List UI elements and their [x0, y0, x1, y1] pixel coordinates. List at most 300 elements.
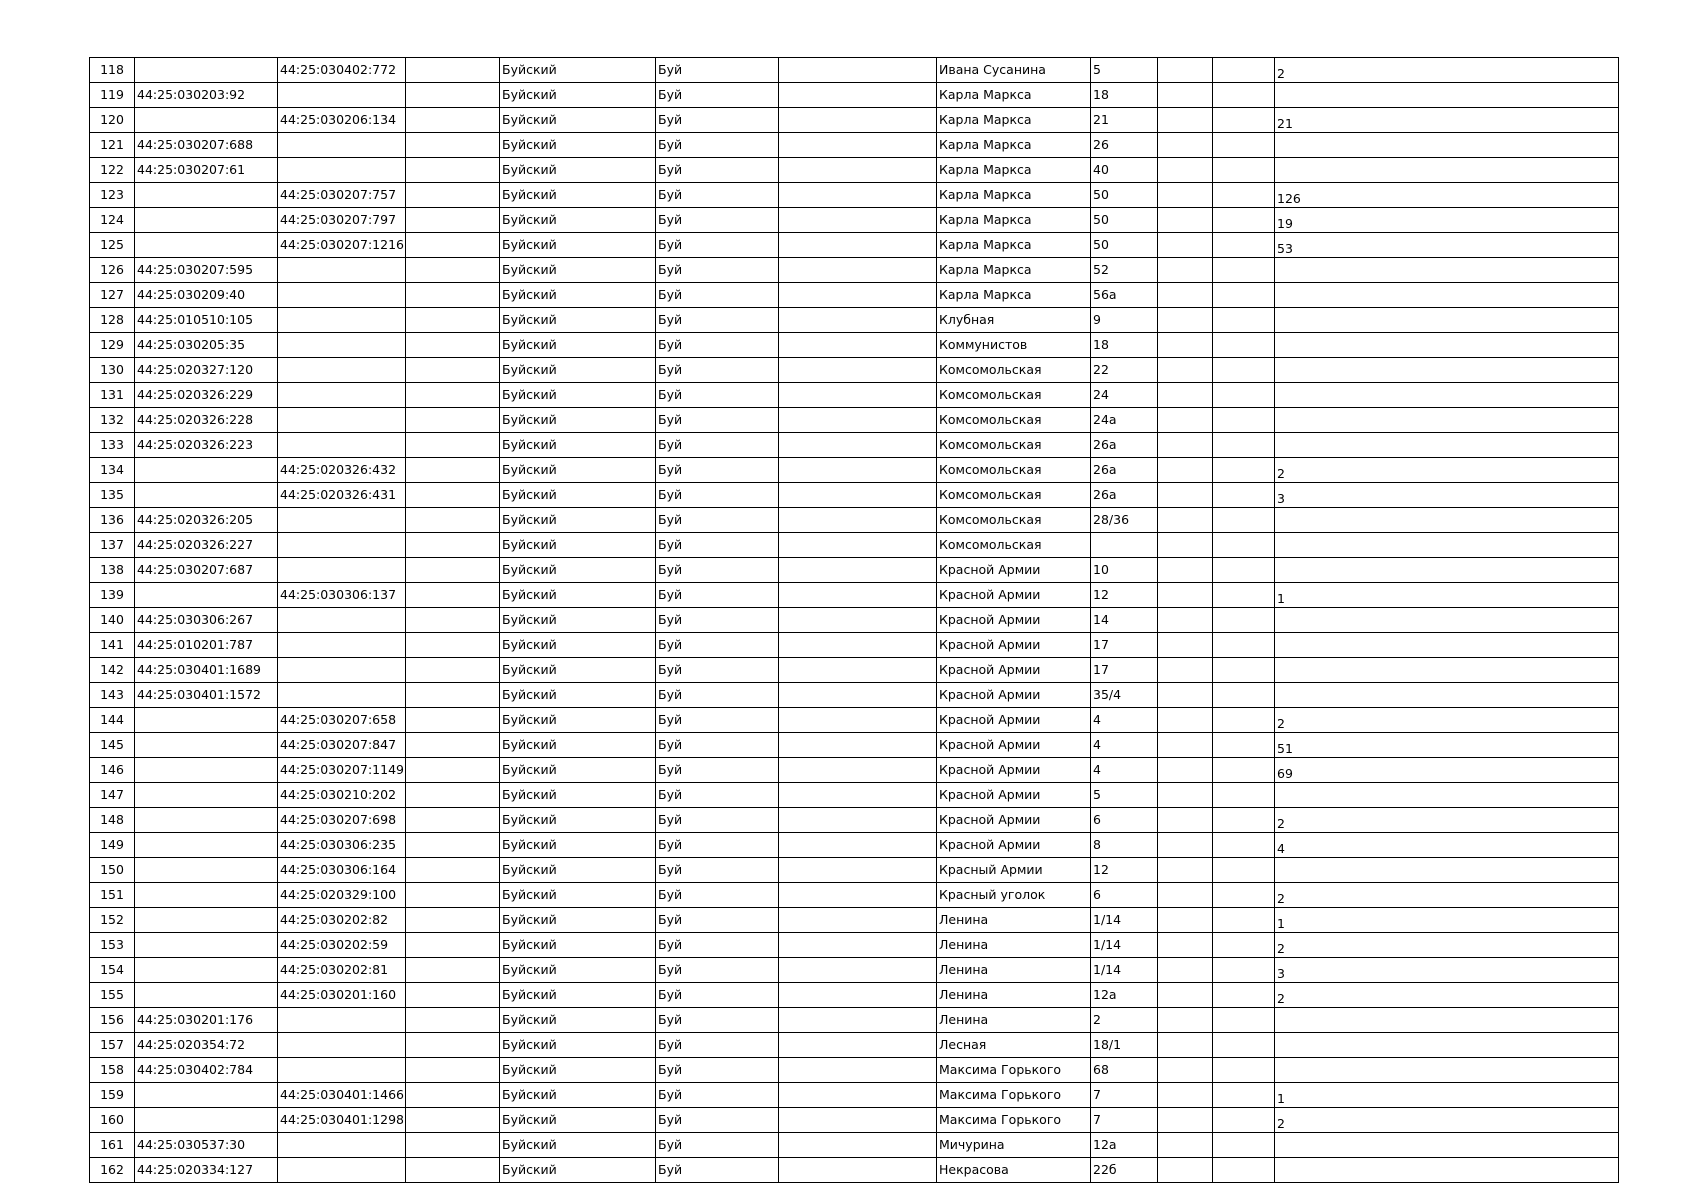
house-cell: 50	[1091, 183, 1158, 208]
row-number: 157	[90, 1033, 135, 1058]
empty-cell	[406, 308, 500, 333]
empty-cell	[1158, 533, 1213, 558]
district-cell: Буйский	[500, 833, 656, 858]
house-cell: 6	[1091, 808, 1158, 833]
cadastral-number-premises: 44:25:030306:164	[278, 858, 406, 883]
cadastral-number-building	[135, 583, 278, 608]
street-cell: Ленина	[937, 933, 1091, 958]
house-cell: 24а	[1091, 408, 1158, 433]
street-cell: Ленина	[937, 983, 1091, 1008]
empty-cell	[779, 958, 937, 983]
empty-cell	[779, 408, 937, 433]
flat-cell: 2	[1275, 933, 1619, 958]
district-cell: Буйский	[500, 1058, 656, 1083]
cadastral-number-building: 44:25:020334:127	[135, 1158, 278, 1183]
district-cell: Буйский	[500, 283, 656, 308]
table-row	[90, 933, 1619, 958]
flat-cell	[1275, 658, 1619, 683]
empty-cell	[1213, 83, 1275, 108]
cadastral-number-premises: 44:25:020326:432	[278, 458, 406, 483]
cadastral-number-premises	[278, 308, 406, 333]
flat-cell: 2	[1275, 808, 1619, 833]
cadastral-number-building	[135, 858, 278, 883]
empty-cell	[1158, 83, 1213, 108]
cadastral-number-premises: 44:25:030401:1466	[278, 1083, 406, 1108]
cadastral-number-building: 44:25:020326:229	[135, 383, 278, 408]
house-cell: 18	[1091, 333, 1158, 358]
cadastral-number-premises: 44:25:030402:772	[278, 58, 406, 83]
empty-cell	[779, 283, 937, 308]
table-row	[90, 858, 1619, 883]
table-row	[90, 883, 1619, 908]
row-number: 147	[90, 783, 135, 808]
empty-cell	[1213, 1008, 1275, 1033]
city-cell: Буй	[656, 258, 779, 283]
empty-cell	[1213, 283, 1275, 308]
empty-cell	[779, 883, 937, 908]
empty-cell	[779, 483, 937, 508]
house-cell: 12а	[1091, 1133, 1158, 1158]
cadastral-number-building	[135, 808, 278, 833]
row-number: 128	[90, 308, 135, 333]
city-cell: Буй	[656, 533, 779, 558]
empty-cell	[1213, 1033, 1275, 1058]
street-cell: Красной Армии	[937, 658, 1091, 683]
empty-cell	[406, 683, 500, 708]
register-sheet	[89, 57, 1618, 1183]
city-cell: Буй	[656, 358, 779, 383]
street-cell: Красной Армии	[937, 683, 1091, 708]
city-cell: Буй	[656, 233, 779, 258]
house-cell: 4	[1091, 708, 1158, 733]
house-cell: 68	[1091, 1058, 1158, 1083]
city-cell: Буй	[656, 808, 779, 833]
empty-cell	[1213, 233, 1275, 258]
row-number: 137	[90, 533, 135, 558]
cadastral-number-building: 44:25:030306:267	[135, 608, 278, 633]
empty-cell	[779, 308, 937, 333]
row-number: 121	[90, 133, 135, 158]
house-cell: 1/14	[1091, 908, 1158, 933]
empty-cell	[779, 808, 937, 833]
empty-cell	[779, 983, 937, 1008]
empty-cell	[779, 1158, 937, 1183]
district-cell: Буйский	[500, 608, 656, 633]
street-cell: Красной Армии	[937, 733, 1091, 758]
house-cell: 26а	[1091, 458, 1158, 483]
cadastral-number-premises	[278, 158, 406, 183]
street-cell: Карла Маркса	[937, 108, 1091, 133]
table-row	[90, 1083, 1619, 1108]
cadastral-number-premises: 44:25:020326:431	[278, 483, 406, 508]
cadastral-number-premises	[278, 1133, 406, 1158]
cadastral-number-building: 44:25:030203:92	[135, 83, 278, 108]
empty-cell	[779, 833, 937, 858]
row-number: 151	[90, 883, 135, 908]
cadastral-number-premises: 44:25:030207:1216	[278, 233, 406, 258]
table-row	[90, 358, 1619, 383]
empty-cell	[1213, 658, 1275, 683]
empty-cell	[406, 408, 500, 433]
flat-cell	[1275, 158, 1619, 183]
empty-cell	[1213, 1058, 1275, 1083]
table-row	[90, 383, 1619, 408]
house-cell: 21	[1091, 108, 1158, 133]
district-cell: Буйский	[500, 683, 656, 708]
cadastral-number-premises	[278, 258, 406, 283]
empty-cell	[406, 183, 500, 208]
cadastral-number-building	[135, 483, 278, 508]
flat-cell: 2	[1275, 58, 1619, 83]
city-cell: Буй	[656, 158, 779, 183]
cadastral-number-premises	[278, 358, 406, 383]
flat-cell: 69	[1275, 758, 1619, 783]
empty-cell	[1213, 208, 1275, 233]
district-cell: Буйский	[500, 383, 656, 408]
empty-cell	[779, 558, 937, 583]
cadastral-number-premises: 44:25:030207:698	[278, 808, 406, 833]
empty-cell	[406, 833, 500, 858]
cadastral-number-premises: 44:25:030207:1149	[278, 758, 406, 783]
cadastral-number-building: 44:25:030401:1572	[135, 683, 278, 708]
empty-cell	[406, 633, 500, 658]
cadastral-number-premises: 44:25:030202:59	[278, 933, 406, 958]
cadastral-number-building	[135, 833, 278, 858]
empty-cell	[1158, 183, 1213, 208]
empty-cell	[779, 83, 937, 108]
empty-cell	[406, 1033, 500, 1058]
flat-cell: 51	[1275, 733, 1619, 758]
street-cell: Комсомольская	[937, 483, 1091, 508]
house-cell: 24	[1091, 383, 1158, 408]
city-cell: Буй	[656, 308, 779, 333]
row-number: 133	[90, 433, 135, 458]
empty-cell	[1213, 383, 1275, 408]
empty-cell	[1158, 358, 1213, 383]
empty-cell	[779, 233, 937, 258]
empty-cell	[779, 583, 937, 608]
empty-cell	[1213, 483, 1275, 508]
table-row	[90, 158, 1619, 183]
cadastral-number-building	[135, 983, 278, 1008]
empty-cell	[406, 783, 500, 808]
street-cell: Комсомольская	[937, 458, 1091, 483]
empty-cell	[1158, 1008, 1213, 1033]
empty-cell	[1213, 533, 1275, 558]
empty-cell	[1158, 258, 1213, 283]
empty-cell	[779, 1133, 937, 1158]
empty-cell	[1213, 183, 1275, 208]
empty-cell	[779, 783, 937, 808]
address-register-table	[89, 57, 1619, 1183]
empty-cell	[1158, 458, 1213, 483]
cadastral-number-building: 44:25:030201:176	[135, 1008, 278, 1033]
empty-cell	[1213, 433, 1275, 458]
district-cell: Буйский	[500, 508, 656, 533]
empty-cell	[779, 658, 937, 683]
empty-cell	[1158, 583, 1213, 608]
empty-cell	[779, 1033, 937, 1058]
house-cell: 14	[1091, 608, 1158, 633]
empty-cell	[1158, 908, 1213, 933]
street-cell: Мичурина	[937, 1133, 1091, 1158]
cadastral-number-building: 44:25:030207:61	[135, 158, 278, 183]
cadastral-number-premises	[278, 408, 406, 433]
row-number: 123	[90, 183, 135, 208]
table-row	[90, 908, 1619, 933]
district-cell: Буйский	[500, 433, 656, 458]
empty-cell	[779, 933, 937, 958]
empty-cell	[1213, 983, 1275, 1008]
city-cell: Буй	[656, 683, 779, 708]
city-cell: Буй	[656, 208, 779, 233]
empty-cell	[1158, 708, 1213, 733]
district-cell: Буйский	[500, 458, 656, 483]
house-cell: 10	[1091, 558, 1158, 583]
empty-cell	[1158, 208, 1213, 233]
empty-cell	[406, 1058, 500, 1083]
empty-cell	[1213, 333, 1275, 358]
row-number: 162	[90, 1158, 135, 1183]
city-cell: Буй	[656, 383, 779, 408]
table-row	[90, 1108, 1619, 1133]
table-row	[90, 958, 1619, 983]
flat-cell	[1275, 308, 1619, 333]
empty-cell	[406, 858, 500, 883]
empty-cell	[406, 1158, 500, 1183]
cadastral-number-building: 44:25:030209:40	[135, 283, 278, 308]
empty-cell	[1213, 758, 1275, 783]
city-cell: Буй	[656, 783, 779, 808]
empty-cell	[1158, 683, 1213, 708]
cadastral-number-building: 44:25:030205:35	[135, 333, 278, 358]
district-cell: Буйский	[500, 1158, 656, 1183]
flat-cell	[1275, 783, 1619, 808]
empty-cell	[1213, 633, 1275, 658]
cadastral-number-premises: 44:25:030207:658	[278, 708, 406, 733]
district-cell: Буйский	[500, 133, 656, 158]
empty-cell	[406, 158, 500, 183]
flat-cell	[1275, 508, 1619, 533]
district-cell: Буйский	[500, 533, 656, 558]
district-cell: Буйский	[500, 208, 656, 233]
house-cell: 2	[1091, 1008, 1158, 1033]
district-cell: Буйский	[500, 658, 656, 683]
empty-cell	[406, 583, 500, 608]
table-row	[90, 283, 1619, 308]
street-cell: Комсомольская	[937, 433, 1091, 458]
house-cell: 17	[1091, 658, 1158, 683]
empty-cell	[1158, 558, 1213, 583]
city-cell: Буй	[656, 183, 779, 208]
table-row	[90, 558, 1619, 583]
empty-cell	[1158, 508, 1213, 533]
district-cell: Буйский	[500, 83, 656, 108]
empty-cell	[406, 83, 500, 108]
flat-cell	[1275, 558, 1619, 583]
cadastral-number-building: 44:25:030207:687	[135, 558, 278, 583]
row-number: 136	[90, 508, 135, 533]
table-row	[90, 1058, 1619, 1083]
empty-cell	[779, 1008, 937, 1033]
city-cell: Буй	[656, 483, 779, 508]
empty-cell	[406, 983, 500, 1008]
cadastral-number-building: 44:25:020354:72	[135, 1033, 278, 1058]
empty-cell	[406, 1108, 500, 1133]
district-cell: Буйский	[500, 808, 656, 833]
empty-cell	[1213, 108, 1275, 133]
empty-cell	[1213, 1133, 1275, 1158]
empty-cell	[406, 508, 500, 533]
empty-cell	[1158, 1133, 1213, 1158]
house-cell: 12а	[1091, 983, 1158, 1008]
row-number: 154	[90, 958, 135, 983]
district-cell: Буйский	[500, 183, 656, 208]
street-cell: Комсомольская	[937, 408, 1091, 433]
empty-cell	[1213, 1108, 1275, 1133]
cadastral-number-building: 44:25:020326:227	[135, 533, 278, 558]
district-cell: Буйский	[500, 1083, 656, 1108]
street-cell: Лесная	[937, 1033, 1091, 1058]
city-cell: Буй	[656, 1008, 779, 1033]
cadastral-number-premises	[278, 1158, 406, 1183]
cadastral-number-building	[135, 733, 278, 758]
district-cell: Буйский	[500, 758, 656, 783]
city-cell: Буй	[656, 433, 779, 458]
street-cell: Максима Горького	[937, 1108, 1091, 1133]
flat-cell	[1275, 1133, 1619, 1158]
row-number: 139	[90, 583, 135, 608]
city-cell: Буй	[656, 83, 779, 108]
flat-cell: 2	[1275, 983, 1619, 1008]
street-cell: Красной Армии	[937, 633, 1091, 658]
flat-cell	[1275, 83, 1619, 108]
table-row	[90, 683, 1619, 708]
cadastral-number-premises	[278, 283, 406, 308]
empty-cell	[779, 433, 937, 458]
district-cell: Буйский	[500, 783, 656, 808]
street-cell: Карла Маркса	[937, 233, 1091, 258]
empty-cell	[779, 358, 937, 383]
empty-cell	[406, 108, 500, 133]
empty-cell	[406, 383, 500, 408]
street-cell: Ленина	[937, 958, 1091, 983]
row-number: 149	[90, 833, 135, 858]
cadastral-number-building: 44:25:020327:120	[135, 358, 278, 383]
empty-cell	[1158, 408, 1213, 433]
empty-cell	[1213, 958, 1275, 983]
empty-cell	[779, 208, 937, 233]
street-cell: Красной Армии	[937, 608, 1091, 633]
table-row	[90, 708, 1619, 733]
house-cell: 22	[1091, 358, 1158, 383]
cadastral-number-building	[135, 1108, 278, 1133]
empty-cell	[1213, 908, 1275, 933]
house-cell: 4	[1091, 758, 1158, 783]
street-cell: Максима Горького	[937, 1058, 1091, 1083]
cadastral-number-premises	[278, 383, 406, 408]
city-cell: Буй	[656, 558, 779, 583]
house-cell: 7	[1091, 1108, 1158, 1133]
empty-cell	[779, 708, 937, 733]
house-cell: 8	[1091, 833, 1158, 858]
empty-cell	[1158, 158, 1213, 183]
cadastral-number-premises	[278, 1008, 406, 1033]
cadastral-number-building	[135, 108, 278, 133]
empty-cell	[1213, 458, 1275, 483]
cadastral-number-building	[135, 958, 278, 983]
district-cell: Буйский	[500, 633, 656, 658]
cadastral-number-premises: 44:25:030206:134	[278, 108, 406, 133]
row-number: 119	[90, 83, 135, 108]
city-cell: Буй	[656, 608, 779, 633]
empty-cell	[1158, 608, 1213, 633]
cadastral-number-building	[135, 233, 278, 258]
empty-cell	[779, 1108, 937, 1133]
cadastral-number-premises	[278, 633, 406, 658]
cadastral-number-premises	[278, 558, 406, 583]
empty-cell	[406, 233, 500, 258]
cadastral-number-building	[135, 933, 278, 958]
street-cell: Красной Армии	[937, 783, 1091, 808]
row-number: 118	[90, 58, 135, 83]
cadastral-number-building	[135, 58, 278, 83]
empty-cell	[406, 58, 500, 83]
empty-cell	[406, 808, 500, 833]
table-row	[90, 258, 1619, 283]
cadastral-number-building	[135, 458, 278, 483]
house-cell: 26	[1091, 133, 1158, 158]
empty-cell	[779, 758, 937, 783]
row-number: 156	[90, 1008, 135, 1033]
empty-cell	[1158, 1108, 1213, 1133]
house-cell: 4	[1091, 733, 1158, 758]
cadastral-number-building: 44:25:030537:30	[135, 1133, 278, 1158]
table-row	[90, 808, 1619, 833]
cadastral-number-premises	[278, 1033, 406, 1058]
district-cell: Буйский	[500, 1008, 656, 1033]
empty-cell	[1213, 408, 1275, 433]
flat-cell: 21	[1275, 108, 1619, 133]
house-cell: 40	[1091, 158, 1158, 183]
district-cell: Буйский	[500, 483, 656, 508]
empty-cell	[1213, 258, 1275, 283]
cadastral-number-premises	[278, 83, 406, 108]
house-cell: 35/4	[1091, 683, 1158, 708]
row-number: 146	[90, 758, 135, 783]
district-cell: Буйский	[500, 58, 656, 83]
table-row	[90, 733, 1619, 758]
street-cell: Карла Маркса	[937, 208, 1091, 233]
row-number: 122	[90, 158, 135, 183]
row-number: 150	[90, 858, 135, 883]
cadastral-number-premises	[278, 433, 406, 458]
cadastral-number-premises: 44:25:030401:1298	[278, 1108, 406, 1133]
empty-cell	[779, 258, 937, 283]
row-number: 155	[90, 983, 135, 1008]
cadastral-number-building: 44:25:030402:784	[135, 1058, 278, 1083]
district-cell: Буйский	[500, 408, 656, 433]
cadastral-number-premises: 44:25:030201:160	[278, 983, 406, 1008]
flat-cell: 1	[1275, 908, 1619, 933]
flat-cell	[1275, 683, 1619, 708]
row-number: 159	[90, 1083, 135, 1108]
flat-cell	[1275, 1058, 1619, 1083]
cadastral-number-building	[135, 783, 278, 808]
empty-cell	[779, 683, 937, 708]
row-number: 131	[90, 383, 135, 408]
empty-cell	[779, 133, 937, 158]
